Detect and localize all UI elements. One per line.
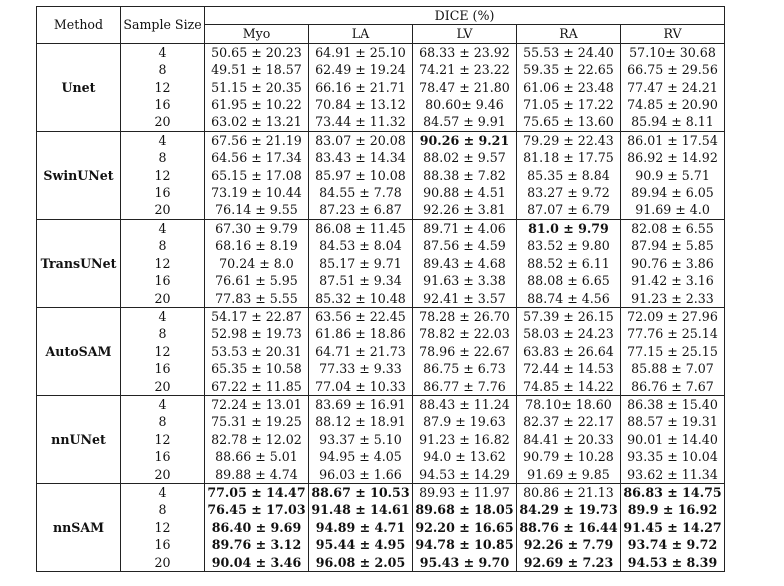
table-row — [37, 113, 725, 131]
dice-cell-ra: 81.18 ± 17.75 — [517, 149, 621, 166]
table-row — [37, 536, 725, 553]
dice-cell-ra: 84.41 ± 20.33 — [517, 431, 621, 448]
dice-cell-ra: 59.35 ± 22.65 — [517, 61, 621, 78]
dice-cell-lv: 78.28 ± 26.70 — [413, 307, 517, 325]
dice-cell-ra: 74.85 ± 14.22 — [517, 378, 621, 396]
dice-cell-myo: 73.19 ± 10.44 — [205, 184, 309, 201]
table-row — [37, 448, 725, 465]
sample-size-cell: 20 — [121, 113, 205, 131]
dice-cell-myo: 64.56 ± 17.34 — [205, 149, 309, 166]
sample-size-cell: 8 — [121, 237, 205, 254]
table-row — [37, 378, 725, 396]
sample-size-cell: 20 — [121, 201, 205, 219]
sample-size-cell: 8 — [121, 501, 205, 518]
header-col-ra: RA — [517, 25, 621, 43]
table-row — [37, 201, 725, 219]
dice-cell-rv: 87.94 ± 5.85 — [621, 237, 725, 254]
dice-cell-lv: 78.96 ± 22.67 — [413, 343, 517, 360]
sample-size-cell: 20 — [121, 378, 205, 396]
table-row — [37, 395, 725, 413]
dice-cell-lv: 94.78 ± 10.85 — [413, 536, 517, 553]
dice-cell-ra: 81.0 ± 9.79 — [517, 219, 621, 237]
dice-cell-myo: 53.53 ± 20.31 — [205, 343, 309, 360]
sample-size-cell: 8 — [121, 149, 205, 166]
dice-cell-la: 96.08 ± 2.05 — [309, 554, 413, 572]
sample-size-cell: 12 — [121, 519, 205, 536]
dice-cell-ra: 83.52 ± 9.80 — [517, 237, 621, 254]
dice-cell-la: 70.84 ± 13.12 — [309, 96, 413, 113]
method-name: TransUNet — [37, 219, 121, 307]
dice-cell-ra: 92.26 ± 7.79 — [517, 536, 621, 553]
table-row — [37, 219, 725, 237]
dice-cell-rv: 77.47 ± 24.21 — [621, 79, 725, 96]
dice-cell-la: 85.17 ± 9.71 — [309, 255, 413, 272]
dice-cell-ra: 78.10± 18.60 — [517, 395, 621, 413]
dice-cell-la: 83.69 ± 16.91 — [309, 395, 413, 413]
table-row — [37, 43, 725, 61]
dice-cell-myo: 61.95 ± 10.22 — [205, 96, 309, 113]
dice-cell-ra: 75.65 ± 13.60 — [517, 113, 621, 131]
dice-cell-lv: 94.0 ± 13.62 — [413, 448, 517, 465]
dice-cell-la: 63.56 ± 22.45 — [309, 307, 413, 325]
dice-cell-la: 84.55 ± 7.78 — [309, 184, 413, 201]
table-row — [37, 431, 725, 448]
dice-cell-la: 95.44 ± 4.95 — [309, 536, 413, 553]
dice-cell-myo: 65.35 ± 10.58 — [205, 360, 309, 377]
table-row — [37, 307, 725, 325]
sample-size-cell: 16 — [121, 448, 205, 465]
dice-cell-myo: 65.15 ± 17.08 — [205, 167, 309, 184]
dice-cell-la: 73.44 ± 11.32 — [309, 113, 413, 131]
dice-cell-myo: 75.31 ± 19.25 — [205, 413, 309, 430]
dice-cell-rv: 66.75 ± 29.56 — [621, 61, 725, 78]
dice-cell-myo: 68.16 ± 8.19 — [205, 237, 309, 254]
dice-cell-ra: 84.29 ± 19.73 — [517, 501, 621, 518]
dice-cell-ra: 88.74 ± 4.56 — [517, 290, 621, 308]
dice-cell-la: 83.07 ± 20.08 — [309, 131, 413, 149]
dice-cell-la: 85.97 ± 10.08 — [309, 167, 413, 184]
dice-cell-ra: 92.69 ± 7.23 — [517, 554, 621, 572]
dice-cell-rv: 90.9 ± 5.71 — [621, 167, 725, 184]
dice-cell-rv: 85.94 ± 8.11 — [621, 113, 725, 131]
table-row — [37, 413, 725, 430]
dice-cell-rv: 57.10± 30.68 — [621, 43, 725, 61]
sample-size-cell: 4 — [121, 219, 205, 237]
dice-cell-lv: 88.43 ± 11.24 — [413, 395, 517, 413]
results-table-container — [36, 6, 724, 572]
table-row — [37, 554, 725, 572]
dice-cell-myo: 77.83 ± 5.55 — [205, 290, 309, 308]
dice-cell-la: 64.71 ± 21.73 — [309, 343, 413, 360]
table-body — [37, 43, 725, 571]
dice-cell-lv: 88.38 ± 7.82 — [413, 167, 517, 184]
dice-cell-rv: 91.69 ± 4.0 — [621, 201, 725, 219]
dice-cell-myo: 76.61 ± 5.95 — [205, 272, 309, 289]
dice-cell-myo: 67.56 ± 21.19 — [205, 131, 309, 149]
dice-cell-ra: 72.44 ± 14.53 — [517, 360, 621, 377]
dice-cell-rv: 77.76 ± 25.14 — [621, 325, 725, 342]
dice-cell-myo: 50.65 ± 20.23 — [205, 43, 309, 61]
dice-cell-rv: 91.23 ± 2.33 — [621, 290, 725, 308]
sample-size-cell: 4 — [121, 483, 205, 501]
dice-cell-myo: 90.04 ± 3.46 — [205, 554, 309, 572]
dice-cell-lv: 94.53 ± 14.29 — [413, 466, 517, 484]
header-dice-group: DICE (%) — [205, 7, 725, 25]
header-col-myo: Myo — [205, 25, 309, 43]
sample-size-cell: 16 — [121, 184, 205, 201]
dice-cell-myo: 52.98 ± 19.73 — [205, 325, 309, 342]
dice-cell-myo: 86.40 ± 9.69 — [205, 519, 309, 536]
dice-cell-lv: 89.71 ± 4.06 — [413, 219, 517, 237]
dice-cell-rv: 91.42 ± 3.16 — [621, 272, 725, 289]
dice-cell-la: 83.43 ± 14.34 — [309, 149, 413, 166]
dice-cell-ra: 61.06 ± 23.48 — [517, 79, 621, 96]
dice-cell-lv: 90.88 ± 4.51 — [413, 184, 517, 201]
dice-cell-myo: 88.66 ± 5.01 — [205, 448, 309, 465]
sample-size-cell: 12 — [121, 167, 205, 184]
table-row — [37, 96, 725, 113]
dice-cell-myo: 63.02 ± 13.21 — [205, 113, 309, 131]
dice-cell-rv: 72.09 ± 27.96 — [621, 307, 725, 325]
dice-cell-la: 77.04 ± 10.33 — [309, 378, 413, 396]
dice-cell-rv: 89.9 ± 16.92 — [621, 501, 725, 518]
sample-size-cell: 4 — [121, 131, 205, 149]
table-row — [37, 325, 725, 342]
dice-cell-lv: 92.41 ± 3.57 — [413, 290, 517, 308]
dice-cell-rv: 94.53 ± 8.39 — [621, 554, 725, 572]
sample-size-cell: 16 — [121, 272, 205, 289]
sample-size-cell: 4 — [121, 307, 205, 325]
dice-cell-lv: 88.02 ± 9.57 — [413, 149, 517, 166]
method-name: nnSAM — [37, 483, 121, 571]
dice-cell-ra: 57.39 ± 26.15 — [517, 307, 621, 325]
dice-cell-myo: 76.14 ± 9.55 — [205, 201, 309, 219]
sample-size-cell: 8 — [121, 325, 205, 342]
dice-cell-la: 87.51 ± 9.34 — [309, 272, 413, 289]
dice-cell-rv: 86.76 ± 7.67 — [621, 378, 725, 396]
sample-size-cell: 8 — [121, 61, 205, 78]
header-col-rv: RV — [621, 25, 725, 43]
dice-cell-ra: 55.53 ± 24.40 — [517, 43, 621, 61]
dice-cell-la: 96.03 ± 1.66 — [309, 466, 413, 484]
sample-size-cell: 8 — [121, 413, 205, 430]
method-name: nnUNet — [37, 395, 121, 483]
dice-cell-myo: 89.76 ± 3.12 — [205, 536, 309, 553]
sample-size-cell: 16 — [121, 96, 205, 113]
sample-size-cell: 20 — [121, 466, 205, 484]
dice-cell-la: 77.33 ± 9.33 — [309, 360, 413, 377]
dice-cell-rv: 93.35 ± 10.04 — [621, 448, 725, 465]
dice-cell-la: 64.91 ± 25.10 — [309, 43, 413, 61]
dice-cell-rv: 86.83 ± 14.75 — [621, 483, 725, 501]
header-col-la: LA — [309, 25, 413, 43]
dice-cell-lv: 87.56 ± 4.59 — [413, 237, 517, 254]
table-header — [37, 7, 725, 44]
dice-cell-rv: 85.88 ± 7.07 — [621, 360, 725, 377]
table-row — [37, 237, 725, 254]
dice-cell-rv: 86.01 ± 17.54 — [621, 131, 725, 149]
dice-cell-lv: 68.33 ± 23.92 — [413, 43, 517, 61]
dice-cell-lv: 90.26 ± 9.21 — [413, 131, 517, 149]
dice-cell-rv: 90.76 ± 3.86 — [621, 255, 725, 272]
table-row — [37, 519, 725, 536]
dice-cell-ra: 63.83 ± 26.64 — [517, 343, 621, 360]
dice-cell-ra: 79.29 ± 22.43 — [517, 131, 621, 149]
method-name: Unet — [37, 43, 121, 131]
dice-cell-ra: 83.27 ± 9.72 — [517, 184, 621, 201]
table-row — [37, 343, 725, 360]
dice-cell-myo: 72.24 ± 13.01 — [205, 395, 309, 413]
method-name: AutoSAM — [37, 307, 121, 395]
header-method: Method — [37, 7, 121, 44]
dice-cell-lv: 78.47 ± 21.80 — [413, 79, 517, 96]
dice-cell-ra: 90.79 ± 10.28 — [517, 448, 621, 465]
sample-size-cell: 4 — [121, 43, 205, 61]
sample-size-cell: 16 — [121, 360, 205, 377]
table-row — [37, 272, 725, 289]
dice-cell-myo: 89.88 ± 4.74 — [205, 466, 309, 484]
dice-cell-la: 94.95 ± 4.05 — [309, 448, 413, 465]
dice-cell-ra: 80.86 ± 21.13 — [517, 483, 621, 501]
dice-cell-rv: 82.08 ± 6.55 — [621, 219, 725, 237]
dice-cell-rv: 77.15 ± 25.15 — [621, 343, 725, 360]
dice-cell-rv: 91.45 ± 14.27 — [621, 519, 725, 536]
dice-cell-lv: 74.21 ± 23.22 — [413, 61, 517, 78]
dice-cell-rv: 93.74 ± 9.72 — [621, 536, 725, 553]
dice-cell-myo: 49.51 ± 18.57 — [205, 61, 309, 78]
sample-size-cell: 20 — [121, 554, 205, 572]
dice-cell-ra: 88.76 ± 16.44 — [517, 519, 621, 536]
dice-cell-ra: 91.69 ± 9.85 — [517, 466, 621, 484]
dice-cell-lv: 78.82 ± 22.03 — [413, 325, 517, 342]
dice-cell-lv: 86.77 ± 7.76 — [413, 378, 517, 396]
table-row — [37, 483, 725, 501]
dice-cell-lv: 84.57 ± 9.91 — [413, 113, 517, 131]
header-sample-size: Sample Size — [121, 7, 205, 44]
dice-cell-ra: 88.52 ± 6.11 — [517, 255, 621, 272]
sample-size-cell: 16 — [121, 536, 205, 553]
dice-cell-myo: 54.17 ± 22.87 — [205, 307, 309, 325]
dice-cell-ra: 82.37 ± 22.17 — [517, 413, 621, 430]
dice-cell-la: 91.48 ± 14.61 — [309, 501, 413, 518]
dice-cell-la: 94.89 ± 4.71 — [309, 519, 413, 536]
dice-results-table — [36, 6, 725, 572]
dice-cell-la: 61.86 ± 18.86 — [309, 325, 413, 342]
dice-cell-lv: 95.43 ± 9.70 — [413, 554, 517, 572]
sample-size-cell: 12 — [121, 431, 205, 448]
dice-cell-la: 84.53 ± 8.04 — [309, 237, 413, 254]
table-row — [37, 131, 725, 149]
sample-size-cell: 4 — [121, 395, 205, 413]
sample-size-cell: 12 — [121, 343, 205, 360]
sample-size-cell: 12 — [121, 255, 205, 272]
table-row — [37, 167, 725, 184]
dice-cell-lv: 89.43 ± 4.68 — [413, 255, 517, 272]
dice-cell-rv: 86.92 ± 14.92 — [621, 149, 725, 166]
dice-cell-myo: 51.15 ± 20.35 — [205, 79, 309, 96]
dice-cell-rv: 90.01 ± 14.40 — [621, 431, 725, 448]
header-col-lv: LV — [413, 25, 517, 43]
dice-cell-lv: 92.20 ± 16.65 — [413, 519, 517, 536]
dice-cell-rv: 88.57 ± 19.31 — [621, 413, 725, 430]
dice-cell-ra: 85.35 ± 8.84 — [517, 167, 621, 184]
table-row — [37, 149, 725, 166]
dice-cell-ra: 87.07 ± 6.79 — [517, 201, 621, 219]
dice-cell-myo: 77.05 ± 14.47 — [205, 483, 309, 501]
dice-cell-ra: 88.08 ± 6.65 — [517, 272, 621, 289]
dice-cell-lv: 91.63 ± 3.38 — [413, 272, 517, 289]
dice-cell-lv: 86.75 ± 6.73 — [413, 360, 517, 377]
dice-cell-rv: 93.62 ± 11.34 — [621, 466, 725, 484]
dice-cell-myo: 67.22 ± 11.85 — [205, 378, 309, 396]
dice-cell-lv: 91.23 ± 16.82 — [413, 431, 517, 448]
dice-cell-rv: 89.94 ± 6.05 — [621, 184, 725, 201]
method-name: SwinUNet — [37, 131, 121, 219]
dice-cell-la: 87.23 ± 6.87 — [309, 201, 413, 219]
dice-cell-la: 62.49 ± 19.24 — [309, 61, 413, 78]
dice-cell-lv: 89.68 ± 18.05 — [413, 501, 517, 518]
sample-size-cell: 20 — [121, 290, 205, 308]
table-row — [37, 466, 725, 484]
table-row — [37, 360, 725, 377]
dice-cell-lv: 92.26 ± 3.81 — [413, 201, 517, 219]
dice-cell-myo: 67.30 ± 9.79 — [205, 219, 309, 237]
table-row — [37, 79, 725, 96]
dice-cell-la: 88.12 ± 18.91 — [309, 413, 413, 430]
dice-cell-la: 66.16 ± 21.71 — [309, 79, 413, 96]
dice-cell-lv: 87.9 ± 19.63 — [413, 413, 517, 430]
dice-cell-lv: 89.93 ± 11.97 — [413, 483, 517, 501]
dice-cell-la: 93.37 ± 5.10 — [309, 431, 413, 448]
dice-cell-myo: 82.78 ± 12.02 — [205, 431, 309, 448]
dice-cell-ra: 58.03 ± 24.23 — [517, 325, 621, 342]
dice-cell-la: 88.67 ± 10.53 — [309, 483, 413, 501]
table-row — [37, 61, 725, 78]
dice-cell-lv: 80.60± 9.46 — [413, 96, 517, 113]
dice-cell-la: 86.08 ± 11.45 — [309, 219, 413, 237]
sample-size-cell: 12 — [121, 79, 205, 96]
dice-cell-rv: 74.85 ± 20.90 — [621, 96, 725, 113]
table-row — [37, 184, 725, 201]
dice-cell-myo: 76.45 ± 17.03 — [205, 501, 309, 518]
table-row — [37, 255, 725, 272]
table-row — [37, 501, 725, 518]
table-row — [37, 290, 725, 308]
dice-cell-myo: 70.24 ± 8.0 — [205, 255, 309, 272]
dice-cell-la: 85.32 ± 10.48 — [309, 290, 413, 308]
dice-cell-ra: 71.05 ± 17.22 — [517, 96, 621, 113]
dice-cell-rv: 86.38 ± 15.40 — [621, 395, 725, 413]
